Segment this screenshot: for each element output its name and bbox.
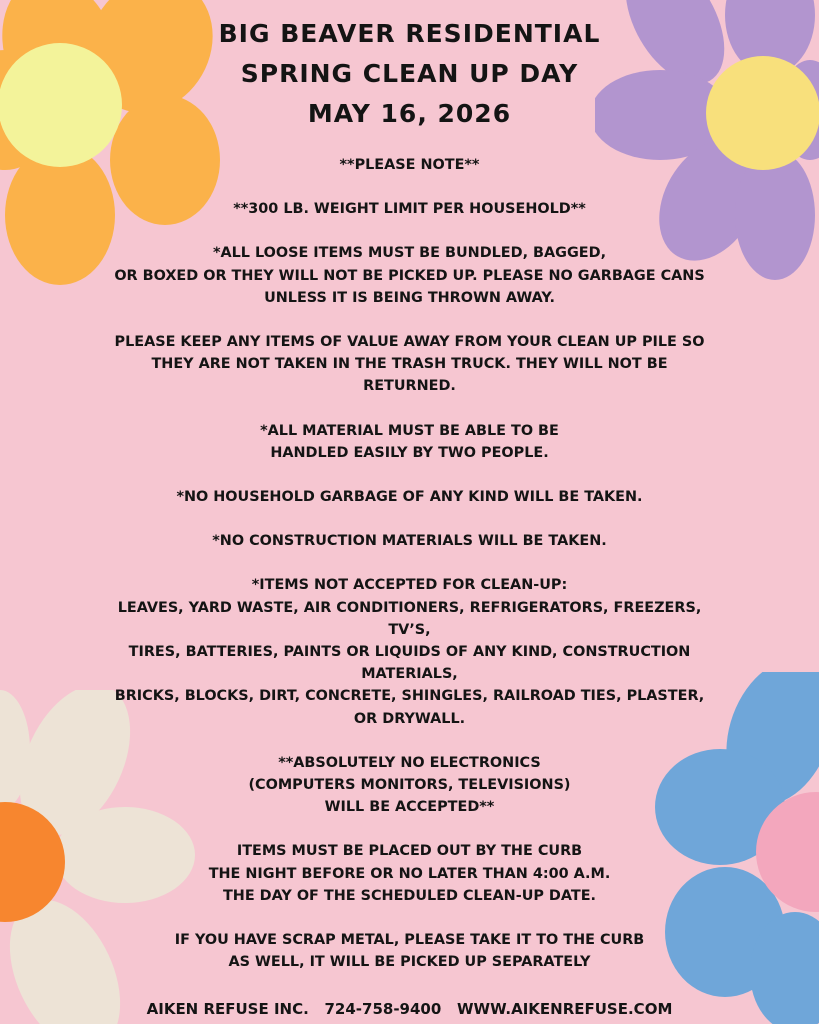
loose-line-1: *ALL LOOSE ITEMS MUST BE BUNDLED, BAGGED, [212,245,607,262]
not-accepted-list [60,574,759,729]
curb-line-1: ITEMS MUST BE PLACED OUT BY THE CURB [236,843,583,860]
title-line-1: BIG BEAVER RESIDENTIAL [218,19,601,48]
flyer-title [60,14,759,134]
not-accepted-line-1: LEAVES, YARD WASTE, AIR CONDITIONERS, REFRIGERATORS, FREEZERS, [117,599,702,616]
value-items-note [60,331,759,398]
loose-line-2: OR BOXED OR THEY WILL NOT BE PICKED UP. PLEASE NO GARBAGE CANS [114,267,705,284]
scrap-metal-note [60,929,759,973]
phone-number: 724-758-9400 [324,1000,442,1018]
value-line-2: THEY ARE NOT TAKEN IN THE TRASH TRUCK. THEY WILL NOT BE [151,356,668,373]
not-accepted-line-3b: OR DRYWALL. [353,710,466,727]
material-note [60,420,759,464]
value-line-1: PLEASE KEEP ANY ITEMS OF VALUE AWAY FROM YOUR CLEAN UP PILE SO [114,334,705,351]
not-accepted-line-2b: MATERIALS, [361,666,458,683]
loose-items-note [60,242,759,309]
electronics-line-1: **ABSOLUTELY NO ELECTRONICS [278,754,541,771]
not-accepted-line-2: TIRES, BATTERIES, PAINTS OR LIQUIDS OF ANY KIND, CONSTRUCTION [128,644,691,661]
please-note: **PLEASE NOTE** [339,157,480,173]
curb-line-3: THE DAY OF THE SCHEDULED CLEAN-UP DATE. [222,887,597,904]
not-accepted-line-1b: TV’S, [388,621,431,638]
scrap-line-1: IF YOU HAVE SCRAP METAL, PLEASE TAKE IT TO THE CURB [174,932,645,949]
curb-note [60,840,759,907]
value-line-3: RETURNED. [363,378,456,395]
construction-note: *NO CONSTRUCTION MATERIALS WILL BE TAKEN. [212,533,607,550]
weight-limit: **300 LB. WEIGHT LIMIT PER HOUSEHOLD** [233,201,586,218]
flyer-body [60,154,759,973]
electronics-note [60,752,759,819]
company-name: AIKEN REFUSE INC. [146,1000,309,1018]
website-link[interactable]: WWW.AIKENREFUSE.COM [456,1000,673,1018]
footer-contact [0,1000,819,1018]
title-line-3: MAY 16, 2026 [307,99,512,128]
not-accepted-line-3: BRICKS, BLOCKS, DIRT, CONCRETE, SHINGLES, RAILROAD TIES, PLASTER, [114,688,705,705]
electronics-line-3: WILL BE ACCEPTED** [324,799,495,816]
garbage-note: *NO HOUSEHOLD GARBAGE OF ANY KIND WILL BE TAKEN. [176,489,643,506]
not-accepted-heading: *ITEMS NOT ACCEPTED FOR CLEAN-UP: [251,577,568,594]
material-line-2: HANDLED EASILY BY TWO PEOPLE. [270,444,549,461]
flyer-content [60,0,759,995]
title-line-2: SPRING CLEAN UP DAY [240,59,579,88]
scrap-line-2: AS WELL, IT WILL BE PICKED UP SEPARATELY [228,954,591,971]
loose-line-3: UNLESS IT IS BEING THROWN AWAY. [264,289,555,306]
electronics-line-2: (COMPUTERS MONITORS, TELEVISIONS) [248,777,571,794]
curb-line-2: THE NIGHT BEFORE OR NO LATER THAN 4:00 A.M. [208,865,611,882]
material-line-1: *ALL MATERIAL MUST BE ABLE TO BE [260,422,559,439]
